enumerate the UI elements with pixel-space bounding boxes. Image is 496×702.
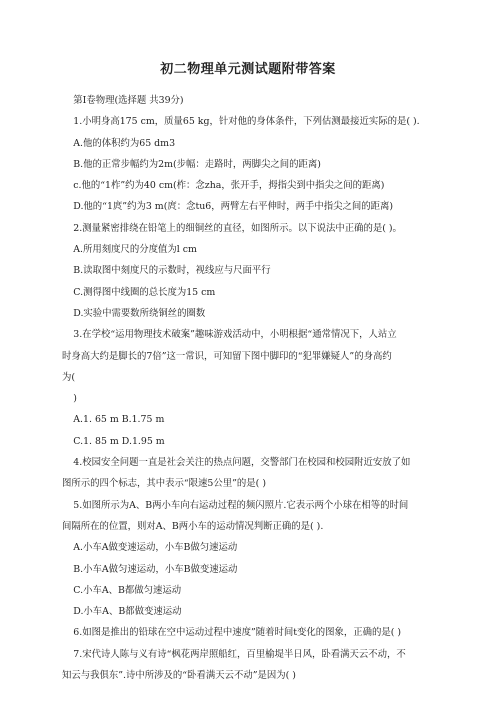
question-4-continued: 图所示的四个标志，其中表示“限速5公里”的是( ) [62, 478, 266, 490]
section-heading: 第Ⅰ卷物理(选择题 共39分) [73, 95, 184, 106]
question-1-option-c: c.他的“1柞”约为40 cm(柞：念zha，张开手，拇指尖到中指尖之间的距离) [73, 180, 385, 192]
question-2-option-b: B.读取图中刻度尺的示数时，视线应与尺面平行 [73, 265, 271, 277]
question-5-continued: 间隔所在的位置，则对A、B两小车的运动情况判断正确的是( ). [62, 520, 324, 532]
question-2-option-a: A.所用刻度尺的分度值为l cm [73, 244, 197, 256]
question-5: 5.如图所示为A、B两小车向右运动过程的频闪照片.它表示两个小球在相等的时间 [73, 499, 409, 511]
question-5-option-a: A.小车A做变速运动，小车B做匀速运动 [73, 542, 238, 554]
question-3: 3.在学校“运用物理技术破案”趣味游戏活动中，小明根据“通常情况下，人站立 [73, 329, 397, 341]
question-5-option-d: D.小车A、B都做变速运动 [73, 606, 182, 618]
question-7-continued: 知云与我俱东”.诗中所涉及的“卧看满天云不动”是因为( ) [62, 670, 296, 682]
question-3-continued: 为( [62, 371, 76, 383]
question-3-options-cd: C.1. 85 m D.1.95 m [73, 435, 165, 447]
question-7: 7.宋代诗人陈与义有诗“枫花两岸照船红，百里榆堤半日风，卧看满天云不动，不 [73, 648, 406, 660]
question-1-option-b: B.他的正常步幅约为2m(步幅：走路时，两脚尖之间的距离) [73, 158, 321, 170]
document-title: 初二物理单元测试题附带答案 [160, 62, 336, 77]
question-3-options-ab: A.1. 65 m B.1.75 m [73, 414, 165, 426]
question-3-bracket: ) [73, 393, 77, 405]
question-1-option-d: D.他的“1庹”约为3 m(庹：念tu6，两臂左右平伸时，两手中指尖之间的距离) [73, 201, 394, 213]
question-1: 1.小明身高175 cm，质量65 kg，针对他的身体条件，下列估测最接近实际的是( ). [73, 116, 420, 128]
question-2-option-c: C.测得图中线圈的总长度为15 cm [73, 286, 216, 298]
question-5-option-c: C.小车A、B都做匀速运动 [73, 584, 182, 596]
document-body [62, 90, 442, 686]
question-6: 6.如图是推出的铅球在空中运动过程中速度”随着时间t变化的图象，正确的是( ) [73, 627, 402, 639]
question-5-option-b: B.小车A做匀速运动，小车B做变速运动 [73, 563, 238, 575]
question-4: 4.校园安全问题一直是社会关注的热点问题，交警部门在校园和校园附近安放了如 [73, 457, 411, 469]
question-2: 2.测量紧密排绕在铅笔上的细铜丝的直径，如图所示。以下说法中正确的是( )。 [73, 222, 402, 234]
question-2-option-d: D.实验中需要数所绕铜丝的圈数 [73, 307, 206, 319]
question-3-continued: 时身高大约是脚长的7倍”这一常识，可知留下图中脚印的“犯罪嫌疑人”的身高约 [62, 350, 392, 362]
question-1-option-a: A.他的体积约为65 dm3 [73, 137, 176, 149]
